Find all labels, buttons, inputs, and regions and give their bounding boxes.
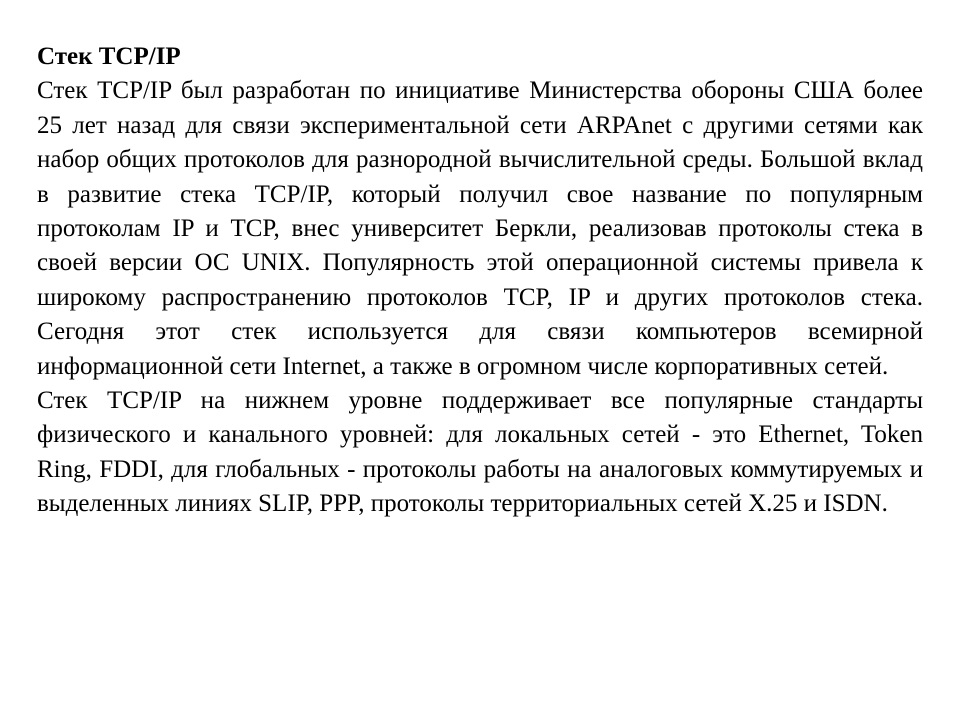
slide-content bbox=[37, 40, 923, 522]
slide-title: Стек TCP/IP bbox=[37, 43, 181, 70]
paragraph-lower-level: Стек TCP/IP на нижнем уровне поддерживает все популярные стандарты физического и канального уровней: для локальных сетей - это Ethernet, Token Ring, FDDI, для глобальных - протоколы работы на аналоговых коммутируемых и выделенных линиях SLIP, PPP, протоколы территориальных сетей X.25 и ISDN. bbox=[37, 387, 923, 518]
paragraph-history: Стек TCP/IP был разработан по инициативе Министерства обороны США более 25 лет назад для связи экспериментальной сети ARPAnet с другими сетями как набор общих протоколов для разнородной вычислительной среды. Большой вклад в развитие стека TCP/IP, который получил свое название по популярным протоколам IP и TCP, внес университет Беркли, реализовав протоколы стека в своей версии ОС UNIX. Популярность этой операционной системы привела к широкому распространению протоколов TCP, IP и других протоколов стека. Сегодня этот стек используется для связи компьютеров всемирной информационной сети Internet, а также в огромном числе корпоративных сетей. bbox=[37, 77, 923, 380]
